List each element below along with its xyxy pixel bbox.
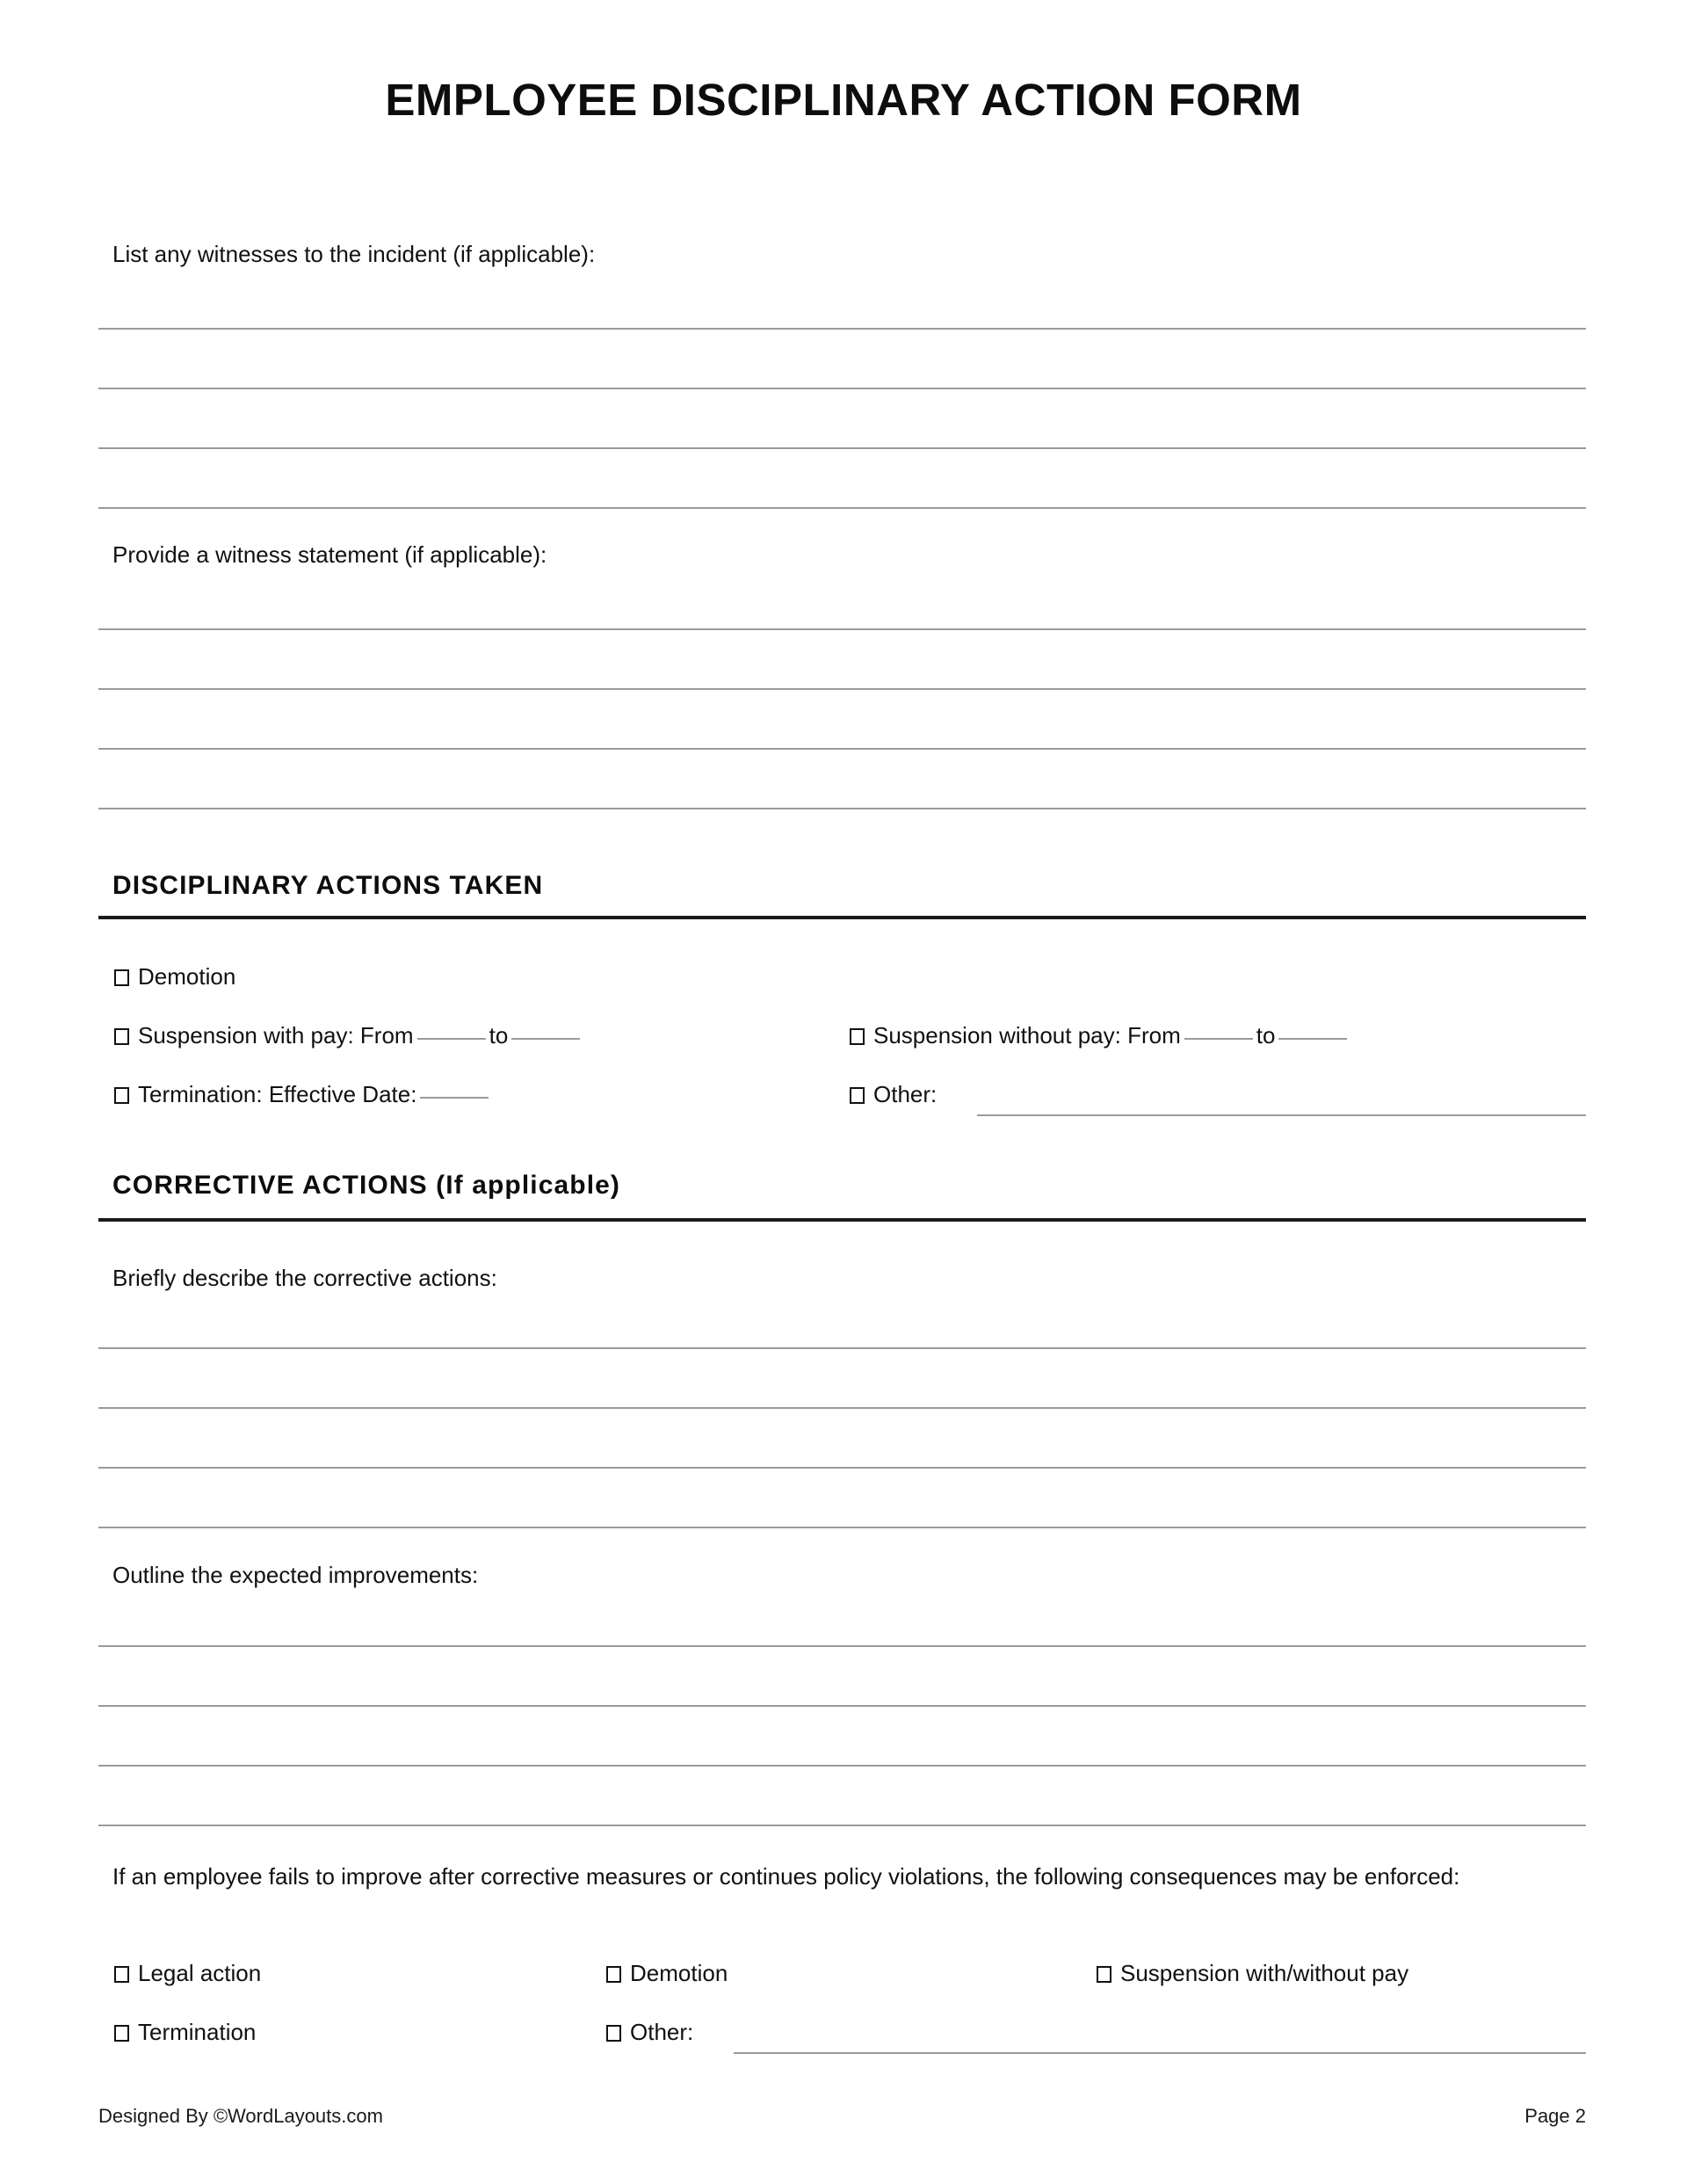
- witness-statement-prompt: Provide a witness statement (if applicable):: [112, 541, 547, 568]
- checkbox-label-consequence-other: Other:: [630, 2019, 694, 2045]
- page-title: EMPLOYEE DISCIPLINARY ACTION FORM: [385, 75, 1302, 125]
- checkbox-label-demotion: Demotion: [138, 963, 236, 990]
- checkbox-icon-other-disciplinary[interactable]: [850, 1087, 865, 1104]
- witness-statement-line-4[interactable]: [98, 808, 1586, 809]
- checkbox-label-other-disciplinary: Other:: [873, 1081, 938, 1107]
- checkbox-label-suspension-with-without-pay: Suspension with/without pay: [1120, 1960, 1409, 1986]
- witness-statement-line-1[interactable]: [98, 628, 1586, 630]
- corrective-actions-line-4[interactable]: [98, 1527, 1586, 1528]
- checkbox-icon-consequence-demotion[interactable]: [606, 1966, 621, 1983]
- corrective-actions-describe-prompt: Briefly describe the corrective actions:: [112, 1265, 497, 1291]
- section-heading-disciplinary-actions: DISCIPLINARY ACTIONS TAKEN: [112, 871, 544, 900]
- consequence-other-blank[interactable]: [734, 2052, 1586, 2054]
- checkbox-icon-legal-action[interactable]: [114, 1966, 129, 1983]
- checkbox-icon-consequence-termination[interactable]: [114, 2025, 129, 2042]
- checkbox-label-suspension-without-pay: Suspension without pay: From: [873, 1022, 1181, 1048]
- checkbox-label-suspension-with-pay: Suspension with pay: From: [138, 1022, 414, 1048]
- checkbox-icon-demotion[interactable]: [114, 969, 129, 986]
- checkbox-icon-suspension-with-pay[interactable]: [114, 1028, 129, 1045]
- corrective-actions-line-3[interactable]: [98, 1467, 1586, 1469]
- section-rule-disciplinary-actions: [98, 916, 1586, 919]
- checkbox-icon-consequence-other[interactable]: [606, 2025, 621, 2042]
- checkbox-icon-suspension-with-without-pay[interactable]: [1097, 1966, 1111, 1983]
- corrective-actions-line-2[interactable]: [98, 1407, 1586, 1409]
- footer-designed-by: Designed By ©WordLayouts.com: [98, 2105, 383, 2127]
- checkbox-row-suspension-without-pay[interactable]: [850, 1021, 1350, 1051]
- witness-list-line-4[interactable]: [98, 507, 1586, 509]
- expected-improvements-line-3[interactable]: [98, 1765, 1586, 1767]
- expected-improvements-prompt: Outline the expected improvements:: [112, 1562, 479, 1588]
- witness-list-line-1[interactable]: [98, 328, 1586, 330]
- termination-effective-date-blank[interactable]: [420, 1097, 489, 1099]
- checkbox-icon-termination[interactable]: [114, 1087, 129, 1104]
- other-disciplinary-blank[interactable]: [977, 1114, 1586, 1116]
- checkbox-label-consequence-termination: Termination: [138, 2019, 257, 2045]
- checkbox-row-consequence-termination[interactable]: [114, 2018, 256, 2048]
- witness-list-line-3[interactable]: [98, 447, 1586, 449]
- checkbox-row-other-disciplinary[interactable]: [850, 1080, 937, 1110]
- witness-statement-line-2[interactable]: [98, 688, 1586, 690]
- section-heading-corrective-actions: CORRECTIVE ACTIONS (If applicable): [112, 1171, 621, 1200]
- witness-statement-line-3[interactable]: [98, 748, 1586, 750]
- checkbox-row-consequence-demotion[interactable]: [606, 1959, 728, 1989]
- section-rule-corrective-actions: [98, 1218, 1586, 1222]
- checkbox-row-termination[interactable]: [114, 1080, 492, 1110]
- corrective-actions-line-1[interactable]: [98, 1347, 1586, 1349]
- suspension-with-pay-from-blank[interactable]: [417, 1038, 486, 1040]
- footer-page-number: Page 2: [1524, 2105, 1586, 2127]
- checkbox-label-termination: Termination: Effective Date:: [138, 1081, 417, 1107]
- consequences-paragraph: If an employee fails to improve after corrective measures or continues policy violations, the following consequences may be enforced:: [112, 1863, 1460, 1890]
- checkbox-row-consequence-other[interactable]: [606, 2018, 693, 2048]
- witness-list-line-2[interactable]: [98, 388, 1586, 389]
- checkbox-row-legal-action[interactable]: [114, 1959, 261, 1989]
- checkbox-row-suspension-with-without-pay[interactable]: [1097, 1959, 1408, 1989]
- checkbox-icon-suspension-without-pay[interactable]: [850, 1028, 865, 1045]
- checkbox-row-demotion[interactable]: [114, 962, 235, 992]
- expected-improvements-line-2[interactable]: [98, 1705, 1586, 1707]
- checkbox-row-suspension-with-pay[interactable]: [114, 1021, 583, 1051]
- expected-improvements-line-4[interactable]: [98, 1825, 1586, 1826]
- suspension-without-pay-to-label: to: [1256, 1022, 1276, 1048]
- expected-improvements-line-1[interactable]: [98, 1645, 1586, 1647]
- witness-list-prompt: List any witnesses to the incident (if applicable):: [112, 241, 596, 267]
- suspension-without-pay-to-blank[interactable]: [1278, 1038, 1347, 1040]
- suspension-without-pay-from-blank[interactable]: [1184, 1038, 1253, 1040]
- suspension-with-pay-to-blank[interactable]: [511, 1038, 580, 1040]
- suspension-with-pay-to-label: to: [489, 1022, 509, 1048]
- checkbox-label-consequence-demotion: Demotion: [630, 1960, 728, 1986]
- checkbox-label-legal-action: Legal action: [138, 1960, 262, 1986]
